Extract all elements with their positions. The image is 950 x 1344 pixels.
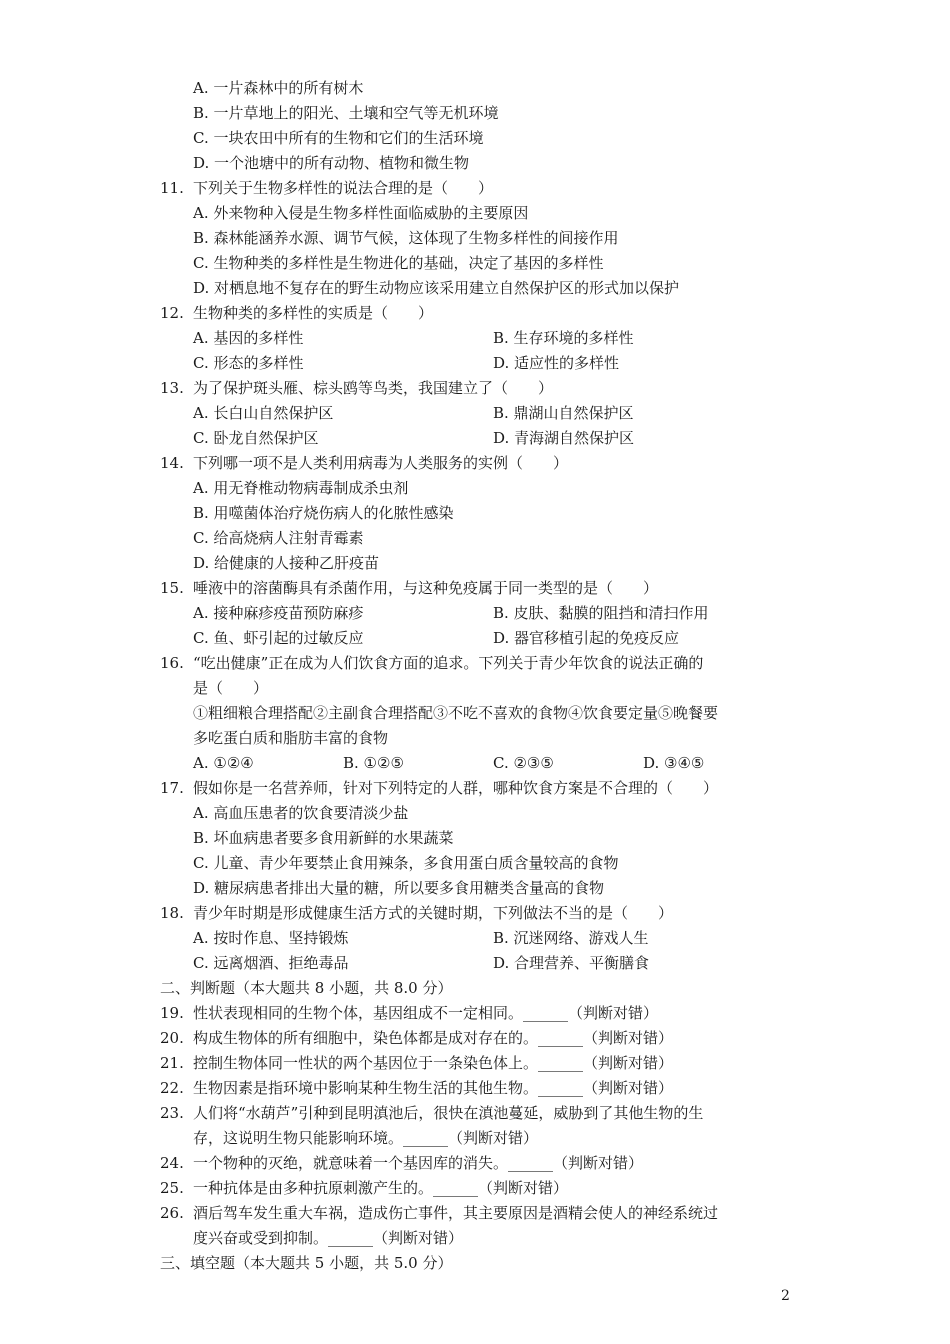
- question-stem: 下列关于生物多样性的说法合理的是（ ）: [193, 179, 494, 197]
- question-stem: 唾液中的溶菌酶具有杀菌作用，与这种免疫属于同一类型的是（ ）: [193, 579, 659, 597]
- judgement-statement: 性状表现相同的生物个体，基因组成不一定相同。______（判断对错）: [193, 1004, 659, 1022]
- option-d: D. ③④⑤: [643, 754, 705, 772]
- option-c: C. 远离烟酒、拒绝毒品: [193, 954, 349, 972]
- question-number: 20.: [160, 1029, 184, 1047]
- judgement-statement-line-2: 度兴奋或受到抑制。______（判断对错）: [193, 1229, 464, 1247]
- option-c: C. 生物种类的多样性是生物进化的基础，决定了基因的多样性: [193, 254, 604, 272]
- question-number: 23.: [160, 1104, 184, 1122]
- question-number: 21.: [160, 1054, 184, 1072]
- question-stem: 青少年时期是形成健康生活方式的关键时期，下列做法不当的是（ ）: [193, 904, 674, 922]
- section-heading-fill-in: 三、填空题（本大题共 5 小题，共 5.0 分）: [160, 1254, 453, 1272]
- statement-list-line-1: ①粗细粮合理搭配②主副食合理搭配③不吃不喜欢的食物④饮食要定量⑤晚餐要: [193, 704, 719, 722]
- q10-option-d: D. 一个池塘中的所有动物、植物和微生物: [193, 154, 470, 172]
- option-a: A. 高血压患者的饮食要清淡少盐: [193, 804, 409, 822]
- question-number: 18.: [160, 904, 184, 922]
- option-b: B. ①②⑤: [343, 754, 404, 772]
- option-a: A. 基因的多样性: [193, 329, 304, 347]
- option-a: A. 按时作息、坚持锻炼: [193, 929, 349, 947]
- option-a: A. 接种麻疹疫苗预防麻疹: [193, 604, 364, 622]
- option-d: D. 给健康的人接种乙肝疫苗: [193, 554, 380, 572]
- option-c: C. 卧龙自然保护区: [193, 429, 319, 447]
- option-c: C. 给高烧病人注射青霉素: [193, 529, 364, 547]
- option-b: B. 生存环境的多样性: [493, 329, 634, 347]
- judgement-statement: 构成生物体的所有细胞中，染色体都是成对存在的。______（判断对错）: [193, 1029, 674, 1047]
- option-d: D. 对栖息地不复存在的野生动物应该采用建立自然保护区的形式加以保护: [193, 279, 680, 297]
- judgement-statement-line-1: 酒后驾车发生重大车祸，造成伤亡事件，其主要原因是酒精会使人的神经系统过: [193, 1204, 719, 1222]
- question-number: 22.: [160, 1079, 184, 1097]
- q10-option-c: C. 一块农田中所有的生物和它们的生活环境: [193, 129, 484, 147]
- option-d: D. 适应性的多样性: [493, 354, 620, 372]
- question-number: 24.: [160, 1154, 184, 1172]
- judgement-statement: 一个物种的灭绝，就意味着一个基因库的消失。______（判断对错）: [193, 1154, 644, 1172]
- section-heading-judgement: 二、判断题（本大题共 8 小题，共 8.0 分）: [160, 979, 453, 997]
- option-b: B. 皮肤、黏膜的阻挡和清扫作用: [493, 604, 709, 622]
- question-number: 12.: [160, 304, 184, 322]
- judgement-statement: 一种抗体是由多种抗原刺激产生的。______（判断对错）: [193, 1179, 569, 1197]
- question-number: 25.: [160, 1179, 184, 1197]
- question-number: 17.: [160, 779, 184, 797]
- option-d: D. 器官移植引起的免疫反应: [493, 629, 680, 647]
- question-stem: 下列哪一项不是人类利用病毒为人类服务的实例（ ）: [193, 454, 569, 472]
- question-stem-line-2: 是（ ）: [193, 679, 269, 697]
- page-number: 2: [781, 1288, 790, 1304]
- judgement-statement-line-1: 人们将“水葫芦”引种到昆明滇池后，很快在滇池蔓延，威胁到了其他生物的生: [193, 1104, 704, 1122]
- question-number: 13.: [160, 379, 184, 397]
- option-a: A. 用无脊椎动物病毒制成杀虫剂: [193, 479, 409, 497]
- judgement-statement: 控制生物体同一性状的两个基因位于一条染色体上。______（判断对错）: [193, 1054, 674, 1072]
- question-stem: 生物种类的多样性的实质是（ ）: [193, 304, 434, 322]
- option-a: A. 外来物种入侵是生物多样性面临威胁的主要原因: [193, 204, 529, 222]
- question-number: 19.: [160, 1004, 184, 1022]
- question-stem: 假如你是一名营养师，针对下列特定的人群，哪种饮食方案是不合理的（ ）: [193, 779, 719, 797]
- option-c: C. 儿童、青少年要禁止食用辣条，多食用蛋白质含量较高的食物: [193, 854, 619, 872]
- option-d: D. 青海湖自然保护区: [493, 429, 635, 447]
- option-c: C. ②③⑤: [493, 754, 554, 772]
- option-d: D. 糖尿病患者排出大量的糖，所以要多食用糖类含量高的食物: [193, 879, 605, 897]
- question-number: 15.: [160, 579, 184, 597]
- judgement-statement: 生物因素是指环境中影响某种生物生活的其他生物。______（判断对错）: [193, 1079, 674, 1097]
- question-number: 26.: [160, 1204, 184, 1222]
- question-stem: 为了保护斑头雁、棕头鸥等鸟类，我国建立了（ ）: [193, 379, 554, 397]
- option-b: B. 森林能涵养水源、调节气候，这体现了生物多样性的间接作用: [193, 229, 619, 247]
- option-b: B. 沉迷网络、游戏人生: [493, 929, 649, 947]
- option-c: C. 形态的多样性: [193, 354, 304, 372]
- question-stem-line-1: “吃出健康”正在成为人们饮食方面的追求。下列关于青少年饮食的说法正确的: [193, 654, 704, 672]
- statement-list-line-2: 多吃蛋白质和脂肪丰富的食物: [193, 729, 389, 747]
- question-number: 11.: [160, 179, 184, 197]
- question-number: 16.: [160, 654, 184, 672]
- option-a: A. 长白山自然保护区: [193, 404, 334, 422]
- option-b: B. 用噬菌体治疗烧伤病人的化脓性感染: [193, 504, 454, 522]
- q10-option-a: A. 一片森林中的所有树木: [193, 79, 364, 97]
- judgement-statement-line-2: 存，这说明生物只能影响环境。______（判断对错）: [193, 1129, 539, 1147]
- question-number: 14.: [160, 454, 184, 472]
- option-b: B. 坏血病患者要多食用新鲜的水果蔬菜: [193, 829, 454, 847]
- option-b: B. 鼎湖山自然保护区: [493, 404, 634, 422]
- option-d: D. 合理营养、平衡膳食: [493, 954, 650, 972]
- option-c: C. 鱼、虾引起的过敏反应: [193, 629, 364, 647]
- option-a: A. ①②④: [193, 754, 254, 772]
- q10-option-b: B. 一片草地上的阳光、土壤和空气等无机环境: [193, 104, 499, 122]
